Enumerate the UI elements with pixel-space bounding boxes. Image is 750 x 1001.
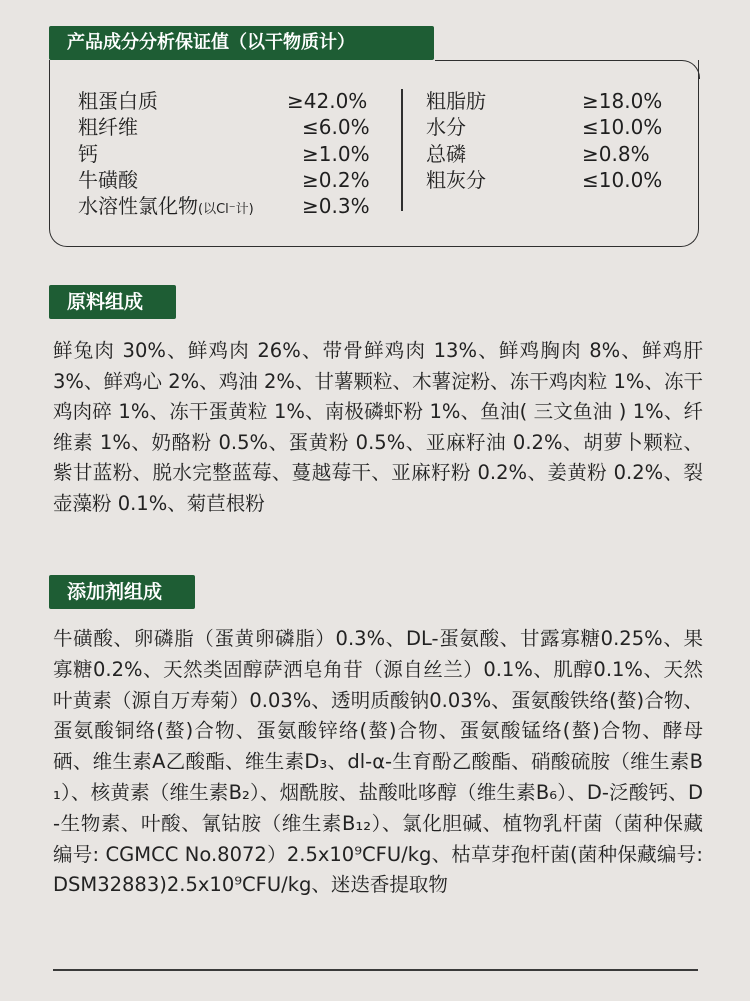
analysis-name: 粗脂肪 xyxy=(426,89,486,113)
additives-list-text: 牛磺酸、卵磷脂（蛋黄卵磷脂）0.3%、DL-蛋氨酸、甘露寡糖0.25%、果寡糖0.2%、天然类固醇萨洒皂角苷（源自丝兰）0.1%、肌醇0.1%、天然叶黄素（源自万寿菊）0.03%、透明质酸钠0.03%、蛋氨酸铁络(螯)合物、蛋氨酸铜络(螯)合物、蛋氨酸锌络(螯)合物、蛋氨酸锰络(螯)合物、酵母硒、维生素A乙酸酯、维生素D₃、dl-α-生育酚乙酸酯、硝酸硫胺（维生素B₁）、核黄素（维生素B₂）、烟酰胺、盐酸吡哆醇（维生素B₆）、D-泛酸钙、D-生物素、叶酸、氰钴胺（维生素B₁₂）、氯化胆碱、植物乳杆菌（菌种保藏编号: CGMCC No.8072）2.5x10⁹CFU/kg、枯草芽孢杆菌(菌种保藏编号: DSM32883)2.5x10⁹CFU/kg、迷迭香提取物 xyxy=(53,627,703,897)
analysis-name: 粗纤维 xyxy=(78,115,138,139)
analysis-row-fat xyxy=(426,88,676,114)
analysis-value: ≤10.0% xyxy=(582,168,663,192)
analysis-note: (以Cl⁻计) xyxy=(198,202,254,217)
analysis-name: 水分 xyxy=(426,115,466,139)
analysis-row-protein xyxy=(78,88,378,114)
analysis-name: 水溶性氯化物(以Cl⁻计) xyxy=(78,194,254,218)
analysis-section-title: 产品成分分析保证值（以干物质计） xyxy=(49,26,434,60)
ingredients-list-text: 鲜兔肉 30%、鲜鸡肉 26%、带骨鲜鸡肉 13%、鲜鸡胸肉 8%、鲜鸡肝 3%、鲜鸡心 2%、鸡油 2%、甘薯颗粒、木薯淀粉、冻干鸡肉粒 1%、冻干鸡肉碎 1%、冻干蛋黄粒 1%、南极磷虾粉 1%、鱼油( 三文鱼油 ) 1%、纤维素 1%、奶酪粉 0.5%、蛋黄粉 0.5%、亚麻籽油 0.2%、胡萝卜颗粒、紫甘蓝粉、脱水完整蓝莓、蔓越莓干、亚麻籽粉 0.2%、姜黄粉 0.2%、裂壶藻粉 0.1%、菊苣根粉 xyxy=(53,339,703,515)
ingredients-section-title: 原料组成 xyxy=(49,285,176,319)
analysis-value: ≤6.0% xyxy=(302,115,370,139)
analysis-name: 粗蛋白质 xyxy=(78,89,158,113)
analysis-value: ≥42.0% xyxy=(287,89,368,113)
analysis-row-fiber xyxy=(78,114,378,140)
analysis-value: ≥0.3% xyxy=(302,194,370,218)
analysis-value: ≥18.0% xyxy=(582,89,663,113)
analysis-value: ≥1.0% xyxy=(302,142,370,166)
analysis-name: 牛磺酸 xyxy=(78,168,138,192)
additives-section-title: 添加剂组成 xyxy=(49,575,195,609)
analysis-row-ash xyxy=(426,167,676,193)
analysis-name: 钙 xyxy=(78,142,98,166)
analysis-name: 粗灰分 xyxy=(426,168,486,192)
bottom-divider xyxy=(53,969,698,971)
analysis-value: ≥0.2% xyxy=(302,168,370,192)
analysis-row-moisture xyxy=(426,114,676,140)
analysis-column-divider xyxy=(401,89,403,211)
analysis-value: ≥0.8% xyxy=(582,142,650,166)
analysis-row-phosphorus xyxy=(426,141,676,167)
analysis-row-taurine xyxy=(78,167,378,193)
analysis-row-calcium xyxy=(78,141,378,167)
analysis-name: 总磷 xyxy=(426,142,466,166)
analysis-value: ≤10.0% xyxy=(582,115,663,139)
analysis-row-chloride xyxy=(78,193,383,219)
